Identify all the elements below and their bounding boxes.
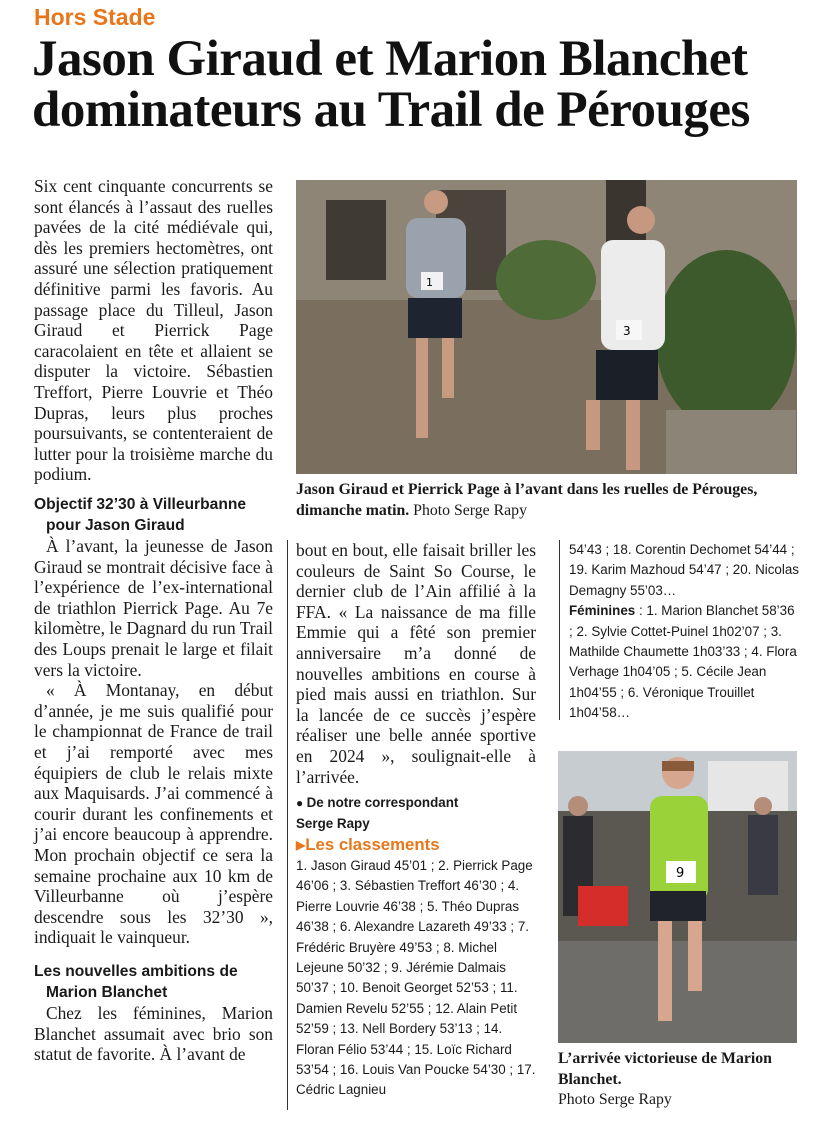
column-rule-2	[559, 540, 560, 720]
photo1-caption	[296, 480, 806, 521]
photo-marion-blanchet	[558, 751, 797, 1043]
feminines-label: Féminines	[569, 603, 636, 619]
paragraph-quote-giraud: « À Montanay, en début d’année, je me suis qualifié pour le championnat de France de trail et j’ai remporté avec mes équipiers de club le relais mixte aux Maquisards. J’ai commencé à courir durant les confinements et j’ai encore beaucoup à apprendre. Mon prochain objectif ce sera la semaine prochaine aux 10 km de Villeurbanne où j’espère descendre sous les 32’30 », indiquait le vainqueur.	[34, 680, 273, 948]
paragraph-avant: À l’avant, la jeunesse de Jason Giraud se montrait décisive face à l’expérience de l’ex-international de triathlon Pierrick Page. Au 7e kilomètre, le Dagnard du run Trail des Loups prenait le large et filait vers la victoire.	[34, 536, 273, 680]
results-women: : 1. Marion Blanchet 58’36 ; 2. Sylvie Cottet-Puinel 1h02’07 ; 3. Mathilde Chaumette 1h03’33 ; 4. Flora Verhage 1h04’05 ; 5. Cécile Jean 1h04’55 ; 6. Véronique Trouillet 1h04’58…	[569, 603, 797, 721]
runners-photo-illustration	[296, 180, 797, 474]
triangle-icon: ▶	[296, 837, 306, 852]
article-column-3	[569, 540, 801, 724]
paragraph-blanchet-quote: bout en bout, elle faisait briller les couleurs de Saint So Course, le dernier club de l’Ain affilié à la FFA. « La naissance de ma fille Emmie qui a fêté son premier anniversaire m’a donné de nouvelles ambitions en course à pied mais aussi en triathlon. Sur la lancée de ce succès j’espère réaliser une belle année sportive en 2024 », soulignait-elle à l’arrivée.	[296, 540, 536, 787]
intro-paragraph: Six cent cinquante concurrents se sont élancés à l’assaut des ruelles pavées de la cité médiévale qui, dès les premiers hectomètres, ont assuré une sélection pratiquement définitive parmi les favoris. Au passage place du Tilleul, Jason Giraud et Pierrick Page caracolaient en tête et allaient se disputer la victoire. Sébastien Treffort, Pierre Louvrie et Théo Dupras, leurs plus proches poursuivants, se contenteraient de lutter pour la troisième marche du podium.	[34, 176, 273, 485]
article-column-1	[34, 176, 273, 1065]
column-rule-1	[287, 540, 288, 1110]
results-list-men: 1. Jason Giraud 45’01 ; 2. Pierrick Page 46’06 ; 3. Sébastien Treffort 46’30 ; 4. Pierre Louvrie 46’38 ; 5. Théo Dupras 46’38 ; 6. Alexandre Lazareth 49’33 ; 7. Frédéric Bruyère 49’53 ; 8. Michel Lejeune 50’32 ; 9. Jérémie Dalmais 50’37 ; 10. Benoit Georget 52’53 ; 11. Damien Revelu 52’55 ; 12. Alain Petit 52’59 ; 13. Nell Bordery 53’13 ; 14. Floran Félio 53’44 ; 15. Loïc Richard 53’54 ; 16. Louis Van Poucke 54’30 ; 17. Cédric Lagnieu	[296, 857, 536, 1098]
subheading-ambitions: Les nouvelles ambitions de Marion Blanchet	[34, 962, 238, 1001]
article-headline: Jason Giraud et Marion Blanchet dominateurs au Trail de Pérouges	[32, 31, 750, 138]
bullet-icon: ●	[296, 796, 307, 811]
classements-heading	[296, 834, 536, 856]
article-column-2	[296, 540, 536, 1101]
correspondent-signoff	[296, 793, 536, 834]
photo1-caption-text: Jason Giraud et Pierrick Page à l’avant dans les ruelles de Pérouges, dimanche matin.	[296, 481, 758, 519]
results-men-continued: 54’43 ; 18. Corentin Dechomet 54’44 ; 19. Karim Mazhoud 54’47 ; 20. Nicolas Demagny 55’03…	[569, 542, 799, 598]
bib-number-left: 1	[426, 276, 433, 289]
photo-runners-perouges	[296, 180, 797, 474]
finish-photo-illustration	[558, 751, 797, 1043]
paragraph-feminines: Chez les féminines, Marion Blanchet assumait avec brio son statut de favorite. À l’avant de	[34, 1003, 273, 1065]
photo1-credit: Photo Serge Rapy	[413, 501, 527, 519]
photo2-caption	[558, 1049, 798, 1111]
signoff-line1: De notre correspondant	[306, 795, 459, 811]
classements-title-text: Les classements	[305, 834, 440, 854]
photo2-credit: Photo Serge Rapy	[558, 1091, 672, 1108]
results-list-continued	[569, 540, 801, 724]
signoff-line2: Serge Rapy	[296, 815, 370, 831]
bib-number-right: 3	[623, 324, 631, 338]
subheading-objectif: Objectif 32’30 à Villeurbanne pour Jason Giraud	[34, 495, 247, 534]
photo2-caption-text: L’arrivée victorieuse de Marion Blanchet.	[558, 1050, 772, 1088]
section-rubric: Hors Stade	[34, 4, 156, 30]
bib-number: 9	[676, 866, 685, 881]
